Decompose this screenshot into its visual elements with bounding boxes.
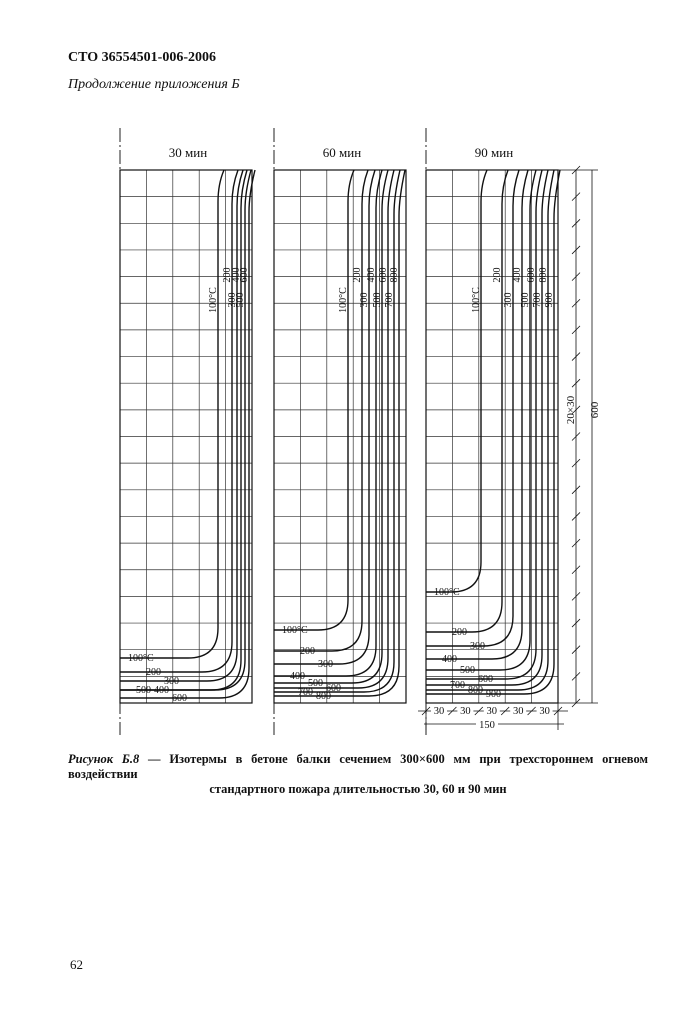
isotherm-label: 200 bbox=[222, 267, 233, 283]
panel-3 bbox=[426, 128, 560, 735]
isotherm-curve bbox=[274, 170, 368, 651]
isotherm-label: 600 bbox=[526, 267, 537, 283]
isotherm-curve bbox=[274, 170, 375, 664]
dim-bottom-segment: 30 bbox=[512, 706, 524, 717]
dim-bottom-segment: 30 bbox=[433, 706, 445, 717]
figure-caption bbox=[68, 752, 648, 797]
isotherm-curve bbox=[120, 170, 243, 681]
isotherm-label: 100°С bbox=[282, 625, 308, 636]
isotherm-curve bbox=[120, 170, 255, 698]
isotherm-curve bbox=[120, 170, 247, 690]
isotherm-label: 500 bbox=[136, 685, 151, 696]
caption-line-1: Изотермы в бетоне балки сечением 300×600 мм при трехстороннем огневом воздействии bbox=[68, 752, 649, 781]
isotherm-label: 300 bbox=[318, 659, 333, 670]
isotherm-label: 200 bbox=[352, 267, 363, 283]
isotherm-label: 400 bbox=[442, 654, 457, 665]
appendix-continuation: Продолжение приложения Б bbox=[68, 77, 240, 92]
isotherm-label: 300 bbox=[359, 292, 370, 308]
isotherm-label: 600 bbox=[239, 267, 250, 283]
panel-title: 60 мин bbox=[322, 145, 362, 160]
isotherm-label: 300 bbox=[503, 292, 514, 308]
isotherm-label: 300 bbox=[164, 676, 179, 687]
panel-title: 30 мин bbox=[168, 145, 208, 160]
isotherm-label: 500 bbox=[372, 292, 383, 308]
isotherm-label: 900 bbox=[486, 689, 501, 700]
isotherm-label: 600 bbox=[172, 693, 187, 704]
isotherm-label: 400 bbox=[366, 267, 377, 283]
isotherm-label: 700 bbox=[384, 292, 395, 308]
panel-2 bbox=[274, 128, 406, 735]
isotherm-label: 400 bbox=[290, 671, 305, 682]
isotherm-curve bbox=[426, 170, 554, 690]
isotherm-curve bbox=[426, 170, 508, 632]
isotherm-label: 600 bbox=[478, 674, 493, 685]
document-code: СТО 36554501-006-2006 bbox=[68, 50, 216, 65]
panel-title: 90 мин bbox=[474, 145, 514, 160]
isotherm-label: 600 bbox=[378, 267, 389, 283]
isotherm-label: 200 bbox=[300, 646, 315, 657]
dim-bottom-segment: 30 bbox=[486, 706, 498, 717]
isotherm-label: 200 bbox=[146, 667, 161, 678]
isotherm-label: 500 bbox=[520, 292, 531, 308]
isotherm-label: 900 bbox=[544, 292, 555, 308]
isotherm-label: 700 bbox=[532, 292, 543, 308]
caption-line-2: стандартного пожара длительностью 30, 60 и 90 мин bbox=[209, 782, 507, 796]
dim-bottom-total: 150 bbox=[479, 720, 495, 731]
isotherm-label: 800 bbox=[389, 267, 400, 283]
isotherm-curve bbox=[274, 170, 354, 630]
isotherm-label: 700 bbox=[450, 680, 465, 691]
isotherm-curve bbox=[274, 170, 382, 676]
isotherm-label: 100°С bbox=[338, 287, 349, 313]
isotherm-label: 800 bbox=[538, 267, 549, 283]
dim-side-segments: 20×30 bbox=[565, 395, 577, 425]
isotherm-label: 400 bbox=[154, 685, 169, 696]
isotherm-label: 600 bbox=[326, 683, 341, 694]
isotherm-label: 100°С bbox=[471, 287, 482, 313]
vertical-isotherm-labels bbox=[208, 268, 250, 313]
isotherm-curve bbox=[426, 170, 487, 592]
isotherm-label: 400 bbox=[231, 267, 242, 283]
isotherm-label: 200 bbox=[492, 267, 503, 283]
isotherm-curve bbox=[274, 170, 405, 696]
isotherm-curve bbox=[120, 170, 224, 658]
isotherm-curve bbox=[426, 170, 542, 679]
grid bbox=[426, 170, 558, 703]
isotherm-label: 300 bbox=[470, 641, 485, 652]
dim-bottom-segment: 30 bbox=[539, 706, 550, 717]
isotherm-label: 700 bbox=[298, 687, 313, 698]
bottom-isotherm-labels bbox=[128, 653, 187, 704]
page-number: 62 bbox=[70, 957, 83, 972]
panel-1 bbox=[120, 128, 255, 735]
isotherm-label: 200 bbox=[452, 627, 467, 638]
isotherm-curve bbox=[274, 170, 400, 692]
isotherm-curve bbox=[426, 170, 560, 694]
isotherm-label: 100°С bbox=[434, 587, 460, 598]
isotherm-label: 500 bbox=[308, 678, 323, 689]
dim-bottom-segment: 30 bbox=[460, 706, 471, 717]
isotherm-label: 300 bbox=[227, 292, 238, 308]
isotherm-label: 400 bbox=[512, 267, 523, 283]
isotherm-label: 100°С bbox=[208, 287, 219, 313]
caption-label: Рисунок Б.8 bbox=[68, 752, 140, 766]
isotherm-label: 100°С bbox=[128, 653, 154, 664]
isotherm-label: 800 bbox=[316, 691, 331, 702]
isotherm-label: 500 bbox=[235, 292, 246, 308]
dim-side-total: 600 bbox=[589, 401, 601, 419]
isotherm-curves bbox=[274, 170, 405, 696]
bottom-isotherm-labels bbox=[434, 587, 501, 700]
caption-dash: — bbox=[139, 752, 170, 766]
isotherm-label: 800 bbox=[468, 685, 483, 696]
isotherm-label: 500 bbox=[460, 665, 475, 676]
isotherm-curves bbox=[120, 170, 255, 698]
isotherm-curve bbox=[274, 170, 388, 683]
isotherm-curves bbox=[426, 170, 560, 694]
